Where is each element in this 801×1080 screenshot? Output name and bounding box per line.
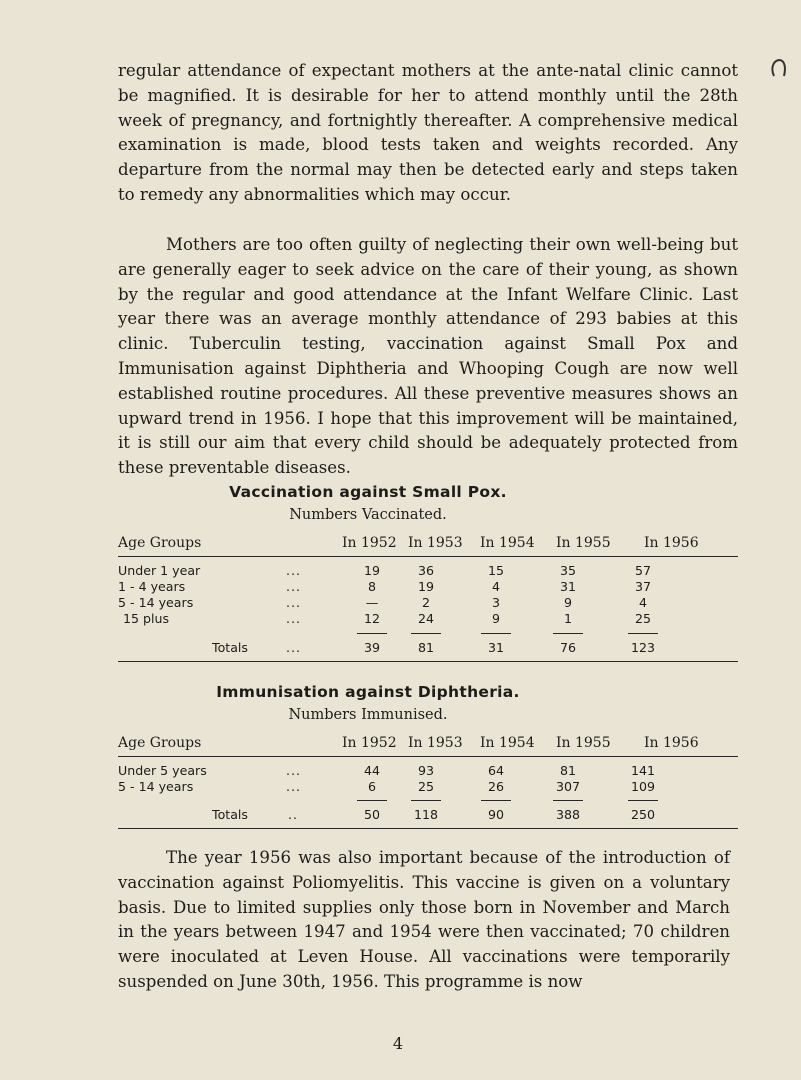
row-leader-dots: ... xyxy=(286,595,302,610)
cell-1955: 9 xyxy=(563,595,572,610)
cell-1952: 19 xyxy=(363,563,381,578)
cell-1955: 31 xyxy=(559,579,577,594)
table-row xyxy=(118,779,738,799)
row-label: 15 plus xyxy=(123,611,170,626)
header-1952: In 1952 xyxy=(342,535,397,551)
sum-rule xyxy=(553,633,583,634)
row-leader-dots: ... xyxy=(286,763,302,778)
cell-1955: 35 xyxy=(559,563,577,578)
header-1953: In 1953 xyxy=(408,535,463,551)
diphtheria-bottom-rule xyxy=(118,828,738,829)
cell-1954: 4 xyxy=(491,579,500,594)
cell-1953: 93 xyxy=(417,763,435,778)
cell-1952: 8 xyxy=(367,579,376,594)
header-1952: In 1952 xyxy=(342,735,397,751)
cell-1953: 25 xyxy=(417,779,435,794)
paragraph-poliomyelitis: The year 1956 was also important because of the introduction of vaccination against Poliomyelitis. This vaccine is given on a voluntary basis. Due to limited supplies only those born in November and March in the years between 1947 and 1954 were then vaccinated; 70 children were inoculated at Leven House. All vaccinations were temporarily suspended on June 30th, 1956. This programme is now xyxy=(118,848,730,991)
table-row xyxy=(118,611,738,631)
row-leader-dots: ... xyxy=(286,579,302,594)
total-1953: 118 xyxy=(413,807,439,822)
row-leader-dots: ... xyxy=(286,779,302,794)
cell-1954: 64 xyxy=(487,763,505,778)
cell-1952: 44 xyxy=(363,763,381,778)
totals-row xyxy=(118,640,738,660)
cell-1956: 25 xyxy=(634,611,652,626)
total-1956: 123 xyxy=(630,640,656,655)
diphtheria-header-row xyxy=(118,735,738,755)
total-1953: 81 xyxy=(417,640,435,655)
row-label: Under 1 year xyxy=(118,563,201,578)
smallpox-table-subtitle: Numbers Vaccinated. xyxy=(289,507,447,523)
row-leader-dots: ... xyxy=(286,640,302,655)
smallpox-table-title: Vaccination against Small Pox. xyxy=(229,483,507,501)
cell-1952: 12 xyxy=(363,611,381,626)
cell-1953: 24 xyxy=(417,611,435,626)
cell-1952: — xyxy=(365,595,379,610)
cell-1955: 1 xyxy=(563,611,572,626)
diphtheria-table-title: Immunisation against Diphtheria. xyxy=(216,683,520,701)
total-1955: 388 xyxy=(555,807,581,822)
row-leader-dots: .. xyxy=(288,807,299,822)
diphtheria-table-subtitle: Numbers Immunised. xyxy=(288,707,448,723)
header-1955: In 1955 xyxy=(556,735,611,751)
header-age-groups: Age Groups xyxy=(118,735,202,751)
smallpox-header-row xyxy=(118,535,738,555)
header-age-groups: Age Groups xyxy=(118,535,202,551)
cell-1956: 37 xyxy=(634,579,652,594)
cell-1953: 19 xyxy=(417,579,435,594)
totals-row xyxy=(118,807,738,827)
row-label: Under 5 years xyxy=(118,763,207,778)
sum-rule xyxy=(357,800,387,801)
cell-1954: 3 xyxy=(491,595,500,610)
sum-rule xyxy=(628,800,658,801)
header-1954: In 1954 xyxy=(480,535,535,551)
paragraph-infant-welfare: Mothers are too often guilty of neglecting their own well-being but are generally eager to seek advice on the care of their young, as shown by the regular and good attendance at the Infant Welfare Clinic. Last year there was an average monthly attendance of 293 babies at this clinic. Tuberculin testing, vaccination against Small Pox and Immunisation against Diphtheria and Whooping Cough are now well established routine procedures. All these preventive measures shows an upward trend in 1956. I hope that this improvement will be maintained, it is still our aim that every child should be adequately protected from these preventable diseases. xyxy=(118,235,738,478)
totals-label: Totals xyxy=(212,640,248,655)
cell-1954: 15 xyxy=(487,563,505,578)
cell-1955: 81 xyxy=(559,763,577,778)
paragraph-antenatal: regular attendance of expectant mothers at the ante-natal clinic cannot be magnified. It is desirable for her to attend monthly until the 28th week of pregnancy, and fortnightly thereafter. A comprehensive medical examination is made, blood tests taken and weights recorded. Any departure from the normal may then be detected early and steps taken to remedy any abnormalities which may occur. xyxy=(118,61,738,204)
sum-rule xyxy=(411,633,441,634)
total-1956: 250 xyxy=(630,807,656,822)
totals-label: Totals xyxy=(212,807,248,822)
header-1956: In 1956 xyxy=(644,735,699,751)
header-1953: In 1953 xyxy=(408,735,463,751)
row-leader-dots: ... xyxy=(286,611,302,626)
cell-1954: 9 xyxy=(491,611,500,626)
cell-1955: 307 xyxy=(555,779,581,794)
total-1954: 90 xyxy=(487,807,505,822)
header-1956: In 1956 xyxy=(644,535,699,551)
total-1952: 39 xyxy=(363,640,381,655)
sum-rule xyxy=(553,800,583,801)
cell-1956: 4 xyxy=(638,595,647,610)
smallpox-bottom-rule xyxy=(118,661,738,662)
cell-1952: 6 xyxy=(367,779,376,794)
punch-hole-mark xyxy=(771,58,787,78)
sum-rule xyxy=(481,633,511,634)
cell-1953: 2 xyxy=(421,595,430,610)
cell-1956: 109 xyxy=(630,779,656,794)
row-label: 5 - 14 years xyxy=(118,595,194,610)
sum-rule xyxy=(628,633,658,634)
row-leader-dots: ... xyxy=(286,563,302,578)
total-1955: 76 xyxy=(559,640,577,655)
sum-rule xyxy=(357,633,387,634)
row-label: 5 - 14 years xyxy=(118,779,194,794)
total-1952: 50 xyxy=(363,807,381,822)
cell-1956: 141 xyxy=(630,763,656,778)
cell-1953: 36 xyxy=(417,563,435,578)
diphtheria-header-rule xyxy=(118,756,738,757)
smallpox-header-rule xyxy=(118,556,738,557)
cell-1956: 57 xyxy=(634,563,652,578)
header-1955: In 1955 xyxy=(556,535,611,551)
sum-rule xyxy=(411,800,441,801)
page-number: 4 xyxy=(392,1034,404,1053)
sum-rule xyxy=(481,800,511,801)
header-1954: In 1954 xyxy=(480,735,535,751)
cell-1954: 26 xyxy=(487,779,505,794)
total-1954: 31 xyxy=(487,640,505,655)
row-label: 1 - 4 years xyxy=(118,579,186,594)
